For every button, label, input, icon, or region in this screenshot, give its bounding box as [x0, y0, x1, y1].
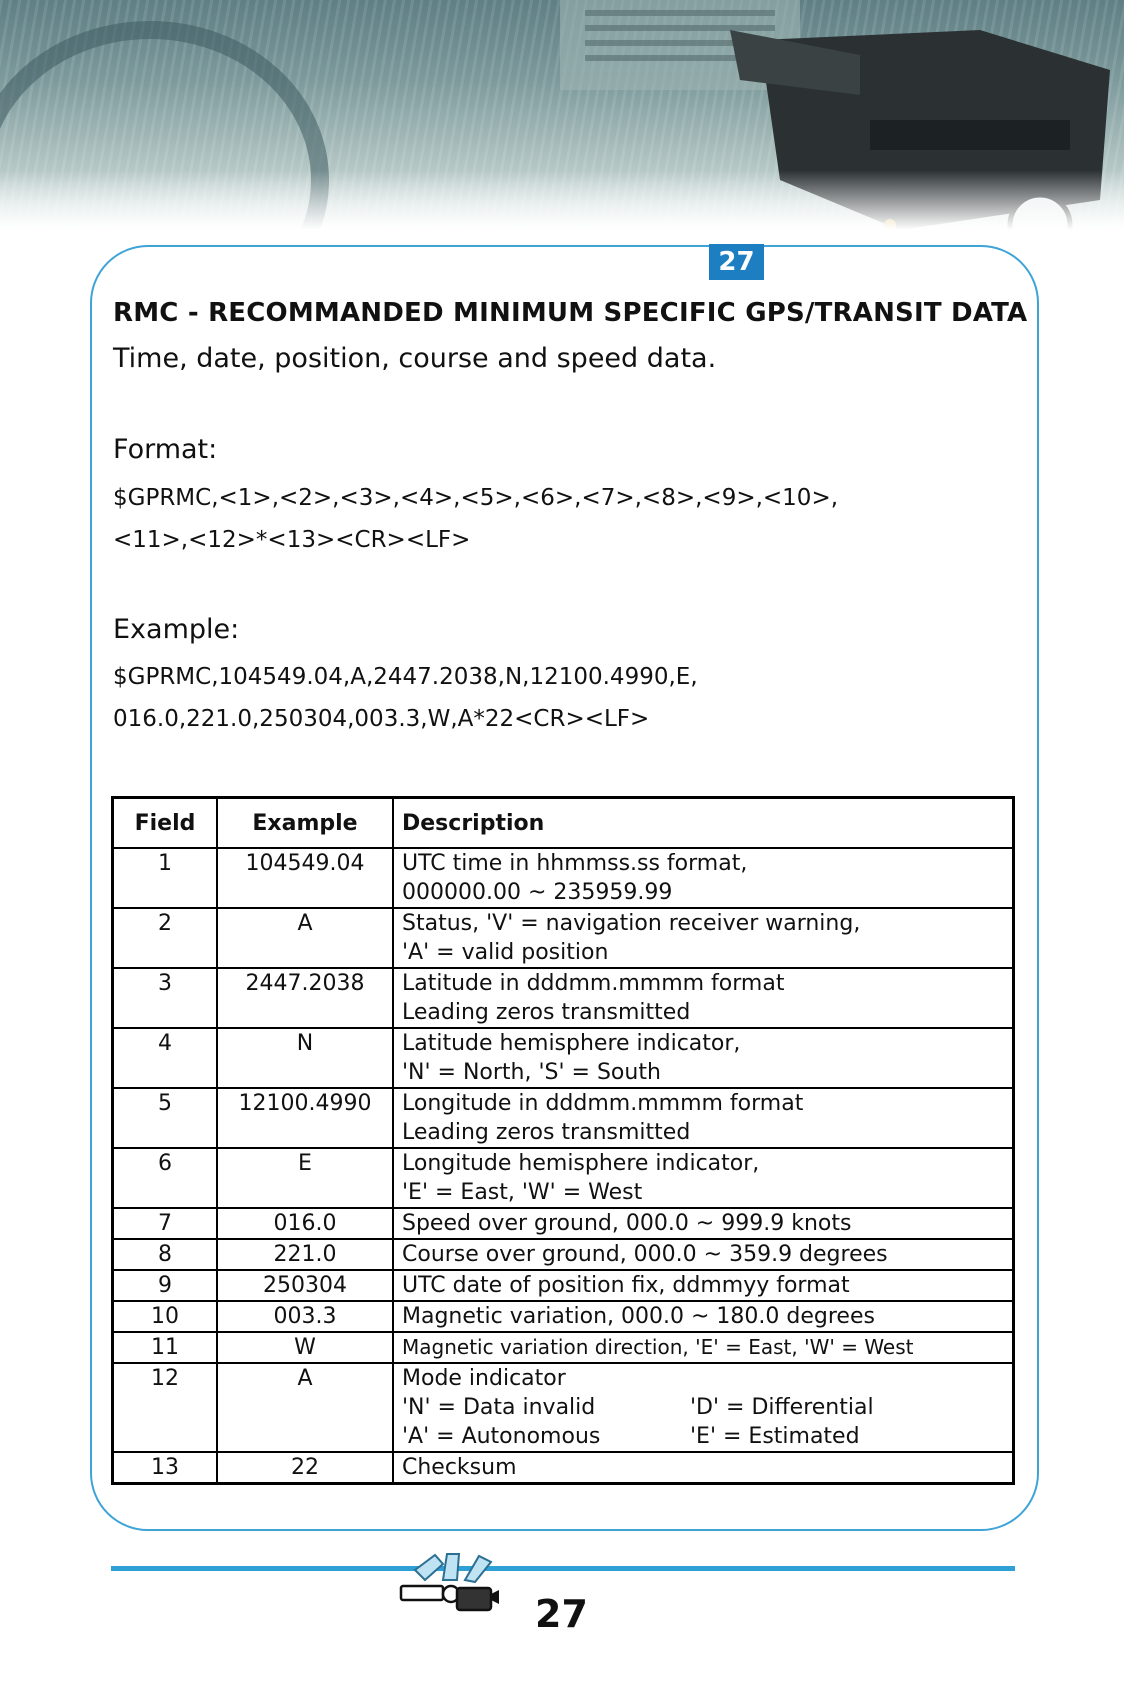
example-label: Example:	[113, 614, 240, 645]
table-row	[113, 908, 1014, 968]
table-row	[113, 848, 1014, 908]
field-cell: 13	[113, 1452, 218, 1484]
table-row	[113, 1332, 1014, 1363]
field-cell: 10	[113, 1301, 218, 1332]
description-cell: UTC date of position fix, ddmmyy format	[393, 1270, 1014, 1301]
example-cell: N	[217, 1028, 393, 1088]
example-cell: 12100.4990	[217, 1088, 393, 1148]
field-cell: 4	[113, 1028, 218, 1088]
table-row	[113, 1239, 1014, 1270]
description-cell: Longitude in dddmm.mmmm format Leading zeros transmitted	[393, 1088, 1014, 1148]
format-line-2: <11>,<12>*<13><CR><LF>	[113, 527, 471, 553]
table-row	[113, 1088, 1014, 1148]
example-cell: 003.3	[217, 1301, 393, 1332]
header-example: Example	[217, 798, 393, 849]
example-cell: 250304	[217, 1270, 393, 1301]
field-cell: 8	[113, 1239, 218, 1270]
description-cell: Speed over ground, 000.0 ~ 999.9 knots	[393, 1208, 1014, 1239]
example-cell: 104549.04	[217, 848, 393, 908]
table-row	[113, 968, 1014, 1028]
example-cell: E	[217, 1148, 393, 1208]
table-row	[113, 1270, 1014, 1301]
description-cell: UTC time in hhmmss.ss format, 000000.00 ~ 235959.99	[393, 848, 1014, 908]
table-row	[113, 1452, 1014, 1484]
format-line-1: $GPRMC,<1>,<2>,<3>,<4>,<5>,<6>,<7>,<8>,<9>,<10>,	[113, 485, 839, 511]
format-label: Format:	[113, 434, 218, 465]
field-cell: 1	[113, 848, 218, 908]
table-row	[113, 1148, 1014, 1208]
table-row	[113, 1363, 1014, 1452]
field-cell: 12	[113, 1363, 218, 1452]
description-cell: Longitude hemisphere indicator, 'E' = East, 'W' = West	[393, 1148, 1014, 1208]
mode-a: 'A' = Autonomous	[402, 1424, 601, 1449]
rmc-fields-table	[111, 796, 1015, 1485]
description-cell: Status, 'V' = navigation receiver warning, 'A' = valid position	[393, 908, 1014, 968]
field-cell: 3	[113, 968, 218, 1028]
table-header-row	[113, 798, 1014, 849]
field-cell: 2	[113, 908, 218, 968]
mode-n: 'N' = Data invalid	[402, 1395, 596, 1420]
field-cell: 5	[113, 1088, 218, 1148]
mode-d: 'D' = Differential	[690, 1395, 874, 1420]
example-line-1: $GPRMC,104549.04,A,2447.2038,N,12100.4990,E,	[113, 664, 698, 690]
example-cell: 22	[217, 1452, 393, 1484]
table-row	[113, 1301, 1014, 1332]
description-cell: Latitude in dddmm.mmmm format Leading zeros transmitted	[393, 968, 1014, 1028]
field-cell: 7	[113, 1208, 218, 1239]
header-description: Description	[393, 798, 1014, 849]
page-number-badge: 27	[709, 244, 764, 280]
section-subtitle: Time, date, position, course and speed data.	[113, 343, 717, 374]
field-cell: 11	[113, 1332, 218, 1363]
example-cell: A	[217, 1363, 393, 1452]
example-line-2: 016.0,221.0,250304,003.3,W,A*22<CR><LF>	[113, 706, 650, 732]
gps-device-icon	[395, 1550, 530, 1624]
example-cell: 2447.2038	[217, 968, 393, 1028]
description-cell: Magnetic variation direction, 'E' = East, 'W' = West	[393, 1332, 1014, 1363]
header-field: Field	[113, 798, 218, 849]
footer-rule	[111, 1566, 1015, 1571]
field-cell: 9	[113, 1270, 218, 1301]
table-row	[113, 1028, 1014, 1088]
description-cell: Checksum	[393, 1452, 1014, 1484]
description-cell: Latitude hemisphere indicator, 'N' = North, 'S' = South	[393, 1028, 1014, 1088]
description-cell: Course over ground, 000.0 ~ 359.9 degrees	[393, 1239, 1014, 1270]
mode-e: 'E' = Estimated	[690, 1424, 860, 1449]
table-row	[113, 1208, 1014, 1239]
example-cell: A	[217, 908, 393, 968]
footer-page-number: 27	[535, 1592, 588, 1636]
header-banner-image	[0, 0, 1124, 230]
description-cell: Magnetic variation, 000.0 ~ 180.0 degrees	[393, 1301, 1014, 1332]
example-cell: 221.0	[217, 1239, 393, 1270]
example-cell: W	[217, 1332, 393, 1363]
description-cell: Mode indicator 'N' = Data invalid 'D' = Differential 'A' = Autonomous 'E' = Estimated	[393, 1363, 1014, 1452]
field-cell: 6	[113, 1148, 218, 1208]
section-title: RMC - RECOMMANDED MINIMUM SPECIFIC GPS/TRANSIT DATA	[113, 298, 1028, 328]
example-cell: 016.0	[217, 1208, 393, 1239]
